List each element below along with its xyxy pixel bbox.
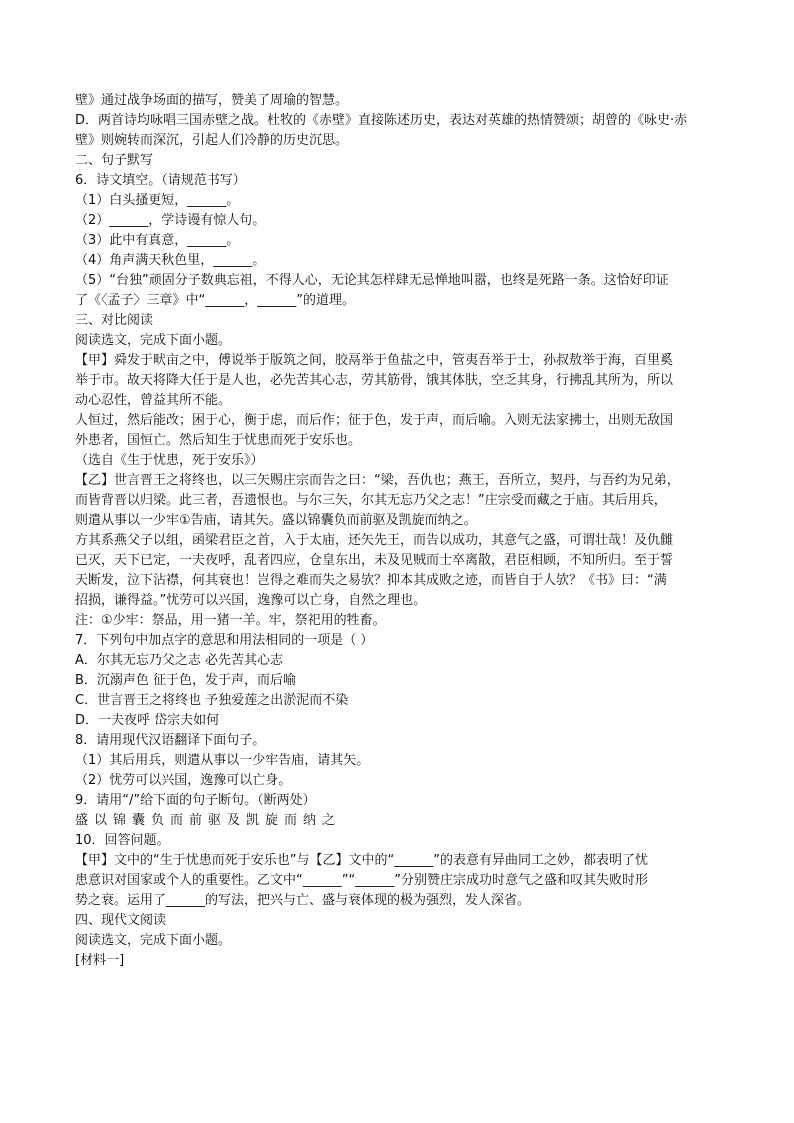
passage-yi: 招损，谦得益。”忧劳可以兴国，逸豫可以亡身，自然之理也。 xyxy=(75,593,427,608)
text-line: 壁》通过战争场面的描写，赞美了周瑜的智慧。 xyxy=(75,93,349,108)
option-c: C．世言晋王之将终也 予独爱莲之出淤泥而不染 xyxy=(75,693,349,708)
material-label: [材料一] xyxy=(75,953,125,968)
passage-yi: 【乙】世言晋王之将终也，以三矢赐庄宗而告之曰：“梁，吾仇也；燕王，吾所立，契丹，与吾约为兄弟， xyxy=(75,473,680,488)
passage-jia: 举于市。故天将降大任于是人也，必先苦其心志，劳其筋骨，饿其体肤，空乏其身，行拂乱其所为，所以 xyxy=(75,373,674,388)
passage-jia: 动心忍性，曾益其所不能。 xyxy=(75,393,232,408)
blank-item-1: （1）白头搔更短，______。 xyxy=(75,193,240,208)
section-heading: 四、现代文阅读 xyxy=(75,913,167,928)
blank-item-2: （2）______，学诗谩有惊人句。 xyxy=(75,213,266,228)
question-6: 6．诗文填空。（请规范书写） xyxy=(75,173,246,188)
blank-item-3: （3）此中有真意，______。 xyxy=(75,233,240,248)
translate-item-2: （2）忧劳可以兴国，逸豫可以亡身。 xyxy=(75,773,292,788)
passage-yi: 则遣从事以一少牢①告庙，请其矢。盛以锦囊负而前驱及凯旋而纳之。 xyxy=(75,513,477,528)
question-10-text: 患意识对国家或个人的重要性。乙文中“______”“______”分别赞庄宗成功时意气之盛和叹其失败时形 xyxy=(75,873,648,888)
instruction: 阅读选文，完成下面小题。 xyxy=(75,933,232,948)
translate-item-1: （1）其后用兵，则遣从事以一少牢告庙，请其矢。 xyxy=(75,753,370,768)
passage-yi: 方其系燕父子以组，函梁君臣之首，入于太庙，还矢先王，而告以成功，其意气之盛，可谓壮哉！及仇雠 xyxy=(75,533,674,548)
section-heading: 二、句子默写 xyxy=(75,153,154,168)
text-line: 了《〈孟子〉三章》中“______，______”的道理。 xyxy=(75,293,355,308)
question-10: 10．回答问题。 xyxy=(75,833,170,848)
question-10-text: 势之衰。运用了______的写法，把兴与亡、盛与衰体现的极为强烈，发人深省。 xyxy=(75,893,531,908)
option-d: D．两首诗均咏唱三国赤壁之战。杜牧的《赤壁》直接陈述历史，表达对英雄的热情赞颂；胡曾的《咏史·赤 xyxy=(75,113,688,128)
question-10-text: 【甲】文中的“生于忧患而死于安乐也”与【乙】文中的“______”的表意有异曲同工之妙，都表明了忧 xyxy=(75,853,648,868)
blank-item-4: （4）角声满天秋色里，______。 xyxy=(75,253,266,268)
option-a: A．尔其无忘乃父之志 必先苦其心志 xyxy=(75,653,284,668)
passage-yi: 已灭，天下已定，一夫夜呼，乱者四应，仓皇东出，未及见贼而士卒离散，君臣相顾，不知所归。至于誓 xyxy=(75,553,674,568)
text-line: 壁》则婉转而深沉，引起人们冷静的历史沉思。 xyxy=(75,133,349,148)
passage-jia: 人恒过，然后能改；困于心，衡于虑，而后作；征于色，发于声，而后喻。入则无法家拂士，出则无敌国 xyxy=(75,413,674,428)
passage-yi: 而皆背晋以归梁。此三者，吾遗恨也。与尔三矢，尔其无忘乃父之志！”庄宗受而藏之于庙。其后用兵， xyxy=(75,493,667,508)
section-heading: 三、对比阅读 xyxy=(75,313,154,328)
source-note: （选自《生于忧患，死于安乐》） xyxy=(75,453,264,468)
option-b: B．沉溺声色 征于色，发于声，而后喻 xyxy=(75,673,297,688)
instruction: 阅读选文，完成下面小题。 xyxy=(75,333,232,348)
question-7: 7．下列句中加点字的意思和用法相同的一项是（ ） xyxy=(75,633,374,648)
question-9: 9．请用“/”给下面的句子断句。（断两处） xyxy=(75,793,316,808)
passage-jia: 【甲】舜发于畎亩之中，傅说举于版筑之间，胶鬲举于鱼盐之中，管夷吾举于士，孙叔敖举于海，百里奚 xyxy=(75,353,674,368)
document-page xyxy=(75,91,725,971)
sentence-to-punctuate: 盛以锦囊负而前驱及凯旋而纳之 xyxy=(75,813,342,828)
question-8: 8．请用现代汉语翻译下面句子。 xyxy=(75,733,266,748)
passage-jia: 外患者，国恒亡。然后知生于忧患而死于安乐也。 xyxy=(75,433,362,448)
passage-yi: 天断发，泣下沾襟，何其衰也！岂得之难而失之易欤？抑本其成败之迹，而皆自于人欤？《书》曰：“满 xyxy=(75,573,667,588)
footnote: 注：①少牢：祭品，用一猪一羊。牢，祭祀用的牲畜。 xyxy=(75,613,386,628)
option-d: D．一夫夜呼 岱宗夫如何 xyxy=(75,713,220,728)
blank-item-5: （5）“台独”顽固分子数典忘祖，不得人心，无论其怎样肆无忌惮地叫嚣，也终是死路一条。这恰好印证 xyxy=(75,273,669,288)
